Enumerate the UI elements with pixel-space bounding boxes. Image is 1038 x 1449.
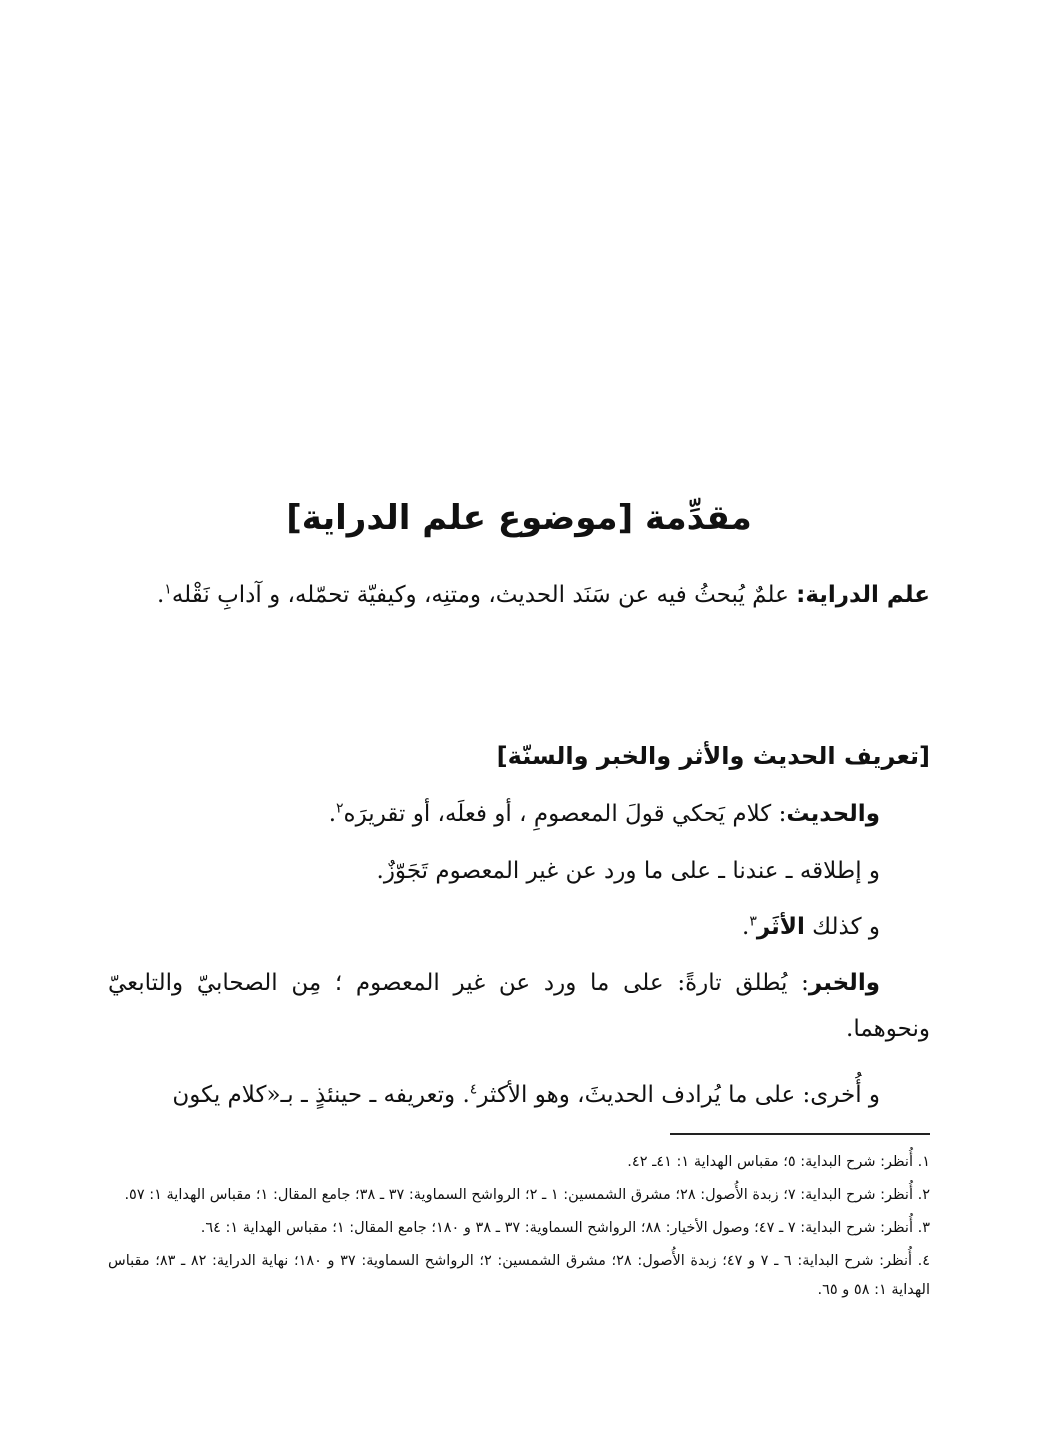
section-heading: [تعريف الحديث والأثر والخبر والسنّة] (496, 742, 930, 770)
intro-end: . (156, 582, 165, 608)
intro-paragraph (108, 572, 930, 618)
footnote-ref-1[interactable]: ١ (164, 581, 172, 598)
footnote-3: ٣. أُنظر: شرح البداية: ٧ ـ ٤٧؛ وصول الأخيار: ٨٨؛ الرواشح السماوية: ٣٧ ـ ٣٨ و ١٨٠؛ جامع المقال: ١؛ مقباس الهداية ١: ٦٤. (200, 1220, 930, 1236)
footnote-ref-4[interactable]: ٤ (469, 1081, 478, 1098)
intro-term: علم الدراية: (796, 582, 930, 608)
footnotes-list (108, 1148, 930, 1309)
athar-line (108, 904, 880, 950)
hadith-text: : كلام يَحكي قولَ المعصومِ ، أو فعلَه، أو تقريرَه (343, 801, 787, 827)
footnote-1: ١. أُنظر: شرح البداية: ٥؛ مقباس الهداية ١: ٤١ـ ٤٢. (627, 1154, 930, 1170)
intro-text: علمٌ يُبحثُ فيه عن سَنَد الحديث، ومتنِه، وكيفيّة تحمّله، و آدابِ نَقْله (171, 582, 797, 608)
athar-end: . (742, 914, 750, 940)
footnote-ref-3[interactable]: ٣ (749, 913, 757, 930)
hadith-end: . (328, 801, 337, 827)
itlaq-line: و إطلاقه ـ عندنا ـ على ما ورد عن غير المعصوم تَجَوّزٌ. (376, 858, 880, 884)
page (108, 0, 930, 1449)
footnote-ref-2[interactable]: ٢ (336, 800, 344, 817)
athar-term: الأثَر (756, 914, 805, 940)
athar-prefix: و كذلك (804, 914, 880, 940)
footnote-divider (670, 1133, 930, 1135)
ukhra-text-1: و أُخرى: على ما يُرادف الحديثَ، وهو الأكثر (477, 1082, 880, 1108)
footnote-4: ٤. أُنظر: شرح البداية: ٦ ـ ٧ و ٤٧؛ زبدة الأُصول: ٢٨؛ مشرق الشمسين: ٢؛ الرواشح السماوية: ٣٧ و ١٨٠؛ نهاية الدراية: ٨٢ ـ ٨٣؛ مقباس الهداية ١: ٥٨ و ٦٥. (108, 1253, 931, 1298)
khabar-text: : يُطلق تارةً: على ما ورد عن غير المعصوم ؛ مِن الصحابيّ والتابعيّ ونحوهما. (108, 970, 930, 1042)
chapter-title: مقدِّمة [موضوع علم الدراية] (286, 498, 752, 538)
footnote-2: ٢. أُنظر: شرح البداية: ٧؛ زبدة الأُصول: ٢٨؛ مشرق الشمسين: ١ ـ ٢؛ الرواشح السماوية: ٣٧ ـ ٣٨؛ جامع المقال: ١؛ مقباس الهداية ١: ٥٧. (124, 1187, 930, 1203)
khabar-definition (108, 960, 930, 1052)
khabar-term: والخبر (808, 970, 880, 996)
hadith-definition (108, 791, 880, 837)
ukhra-line (108, 1072, 930, 1118)
hadith-term: والحديث (786, 801, 880, 827)
ukhra-text-2: . وتعريفه ـ حينئذٍ ـ بـ«كلام يكون (172, 1082, 470, 1108)
